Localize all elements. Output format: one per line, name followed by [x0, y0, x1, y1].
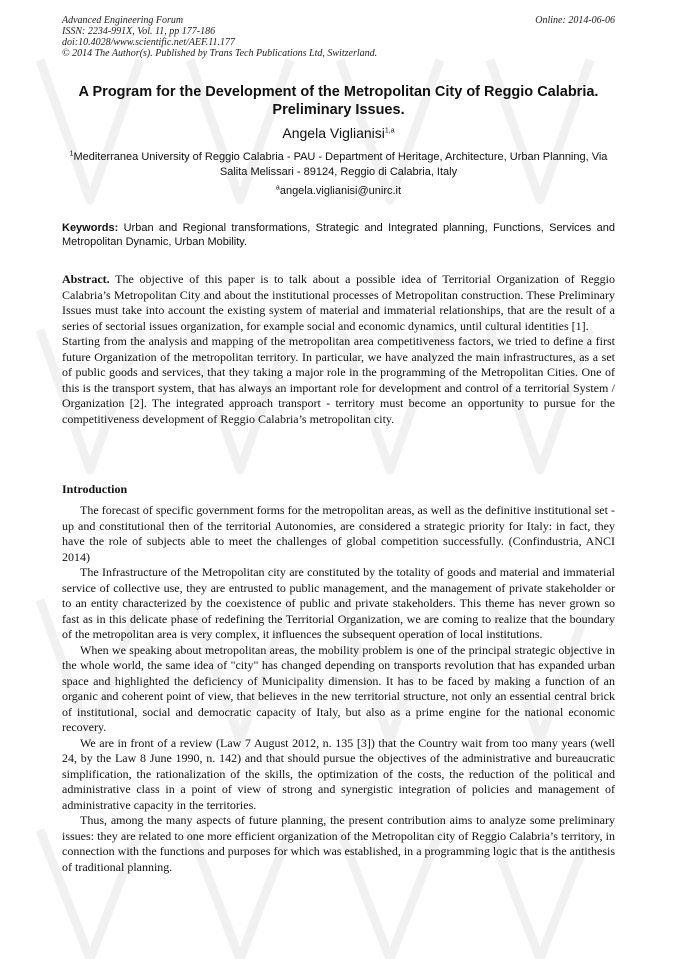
abstract-paragraph-1 — [62, 272, 615, 334]
journal-issn: ISSN: 2234-991X, Vol. 11, pp 177-186 — [62, 26, 216, 37]
abstract — [62, 272, 615, 427]
intro-paragraph: The Infrastructure of the Metropolitan city are constituted by the totality of goods and material and immaterial service of collective use, they are entrusted to public management, and the management of private stakeholder or to an entity characterized by the coexistence of public and private stakeholders. This theme has never grown so fast as in this delicate phase of redefining the Territorial Organization, we are coming to realize that the boundary of the metropolitan area is very complex, it influences the subsequent operation of local institutions. — [62, 565, 615, 641]
affiliation — [62, 150, 615, 180]
email-line — [62, 184, 615, 198]
abstract-paragraph-2: Starting from the analysis and mapping of the metropolitan area competitiveness factors, we tried to define a first future Organization of the metropolitan territory. In particular, we have analyzed the main infrastructures, as a set of public goods and services, that they taking a major role in the programming of the Metropolitan Cities. One of this is the transport system, that has always an important role for development and control of a territorial System / Organization [2]. The integrated approach transport - territory must become an opportunity to pursue for the competitiveness development of Reggio Calabria’s metropolitan city. — [62, 334, 615, 426]
journal-doi: doi:10.4028/www.scientific.net/AEF.11.177 — [62, 37, 236, 48]
keywords — [62, 221, 615, 249]
email-text: angela.viglianisi@unirc.it — [279, 185, 402, 197]
affiliation-text: Mediterranea University of Reggio Calabria - PAU - Department of Heritage, Architecture, Urban Planning, Via Salita Melissari - 89124, Reggio di Calabria, Italy — [73, 151, 608, 178]
keywords-text: Urban and Regional transformations, Strategic and Integrated planning, Functions, Services and Metropolitan Dynamic, Urban Mobility. — [62, 222, 615, 248]
affiliation-sup: 1 — [69, 150, 74, 158]
intro-paragraph: We are in front of a review (Law 7 August 2012, n. 135 [3]) that the Country wait from too many years (well 24, by the Law 8 June 1990, n. 142) and that should pursue the objectives of the administrative and bureaucratic simplification, the rationalization of the skills, the optimization of the costs, the reduction of the political and administrative class in a point of view of strong and synergistic integration of policies and management of administrative capacity in the territories. — [62, 735, 615, 812]
online-date: Online: 2014-06-06 — [535, 15, 615, 26]
author-sup: 1,a — [384, 127, 395, 135]
author-name: Angela Viglianisi — [282, 125, 385, 141]
keywords-label: Keywords: — [62, 222, 119, 234]
journal-copyright: © 2014 The Author(s). Published by Trans Tech Publications Ltd, Switzerland. — [62, 48, 378, 59]
author-line — [62, 125, 615, 141]
abstract-label: Abstract. — [62, 272, 110, 286]
introduction-body — [62, 503, 615, 875]
intro-paragraph: The forecast of specific government forms for the metropolitan areas, as well as the definitive institutional set - up and constitutional then of the territorial Autonomies, are considered a strategic priority for Italy: in fact, they have the role of subjects able to meet the challenges of global competition successfully. (Confindustria, ANCI 2014) — [62, 503, 615, 564]
intro-paragraph: When we speaking about metropolitan areas, the mobility problem is one of the principal strategic objective in the whole world, the same idea of "city" has changed depending on transports revolution that has expanded urban space and highlighted the deficiency of Municipality dimension. It has to be faced by making a function of an organic and coherent point of view, that believes in the new territorial structure, not only an essential central brick of institutional, social and democratic capacity of Italy, but also as a prime engine for the national economic recovery. — [62, 642, 615, 734]
abstract-text-1: The objective of this paper is to talk about a possible idea of Territorial Organization of Reggio Calabria’s Metropolitan City and about the institutional processes of Metropolitan construction. These Preliminary Issues must take into account the existing system of material and immaterial relationships, that are the result of a series of sectorial issues organization, for example social and economic dynamics, until cultural identities [1]. — [62, 272, 615, 333]
email-sup: a — [275, 184, 280, 192]
paper-title: A Program for the Development of the Metropolitan City of Reggio Calabria. Preliminary Issues. — [78, 84, 599, 118]
intro-paragraph: Thus, among the many aspects of future planning, the present contribution aims to analyze some preliminary issues: they are related to one more efficient organization of the Metropolitan city of Reggio Calabria’s territory, in connection with the functions and purposes for which was established, in a programming logic that is the antithesis of traditional planning. — [62, 813, 615, 874]
journal-header — [62, 15, 615, 59]
journal-name: Advanced Engineering Forum — [62, 15, 184, 26]
section-heading-introduction: Introduction — [62, 482, 128, 496]
